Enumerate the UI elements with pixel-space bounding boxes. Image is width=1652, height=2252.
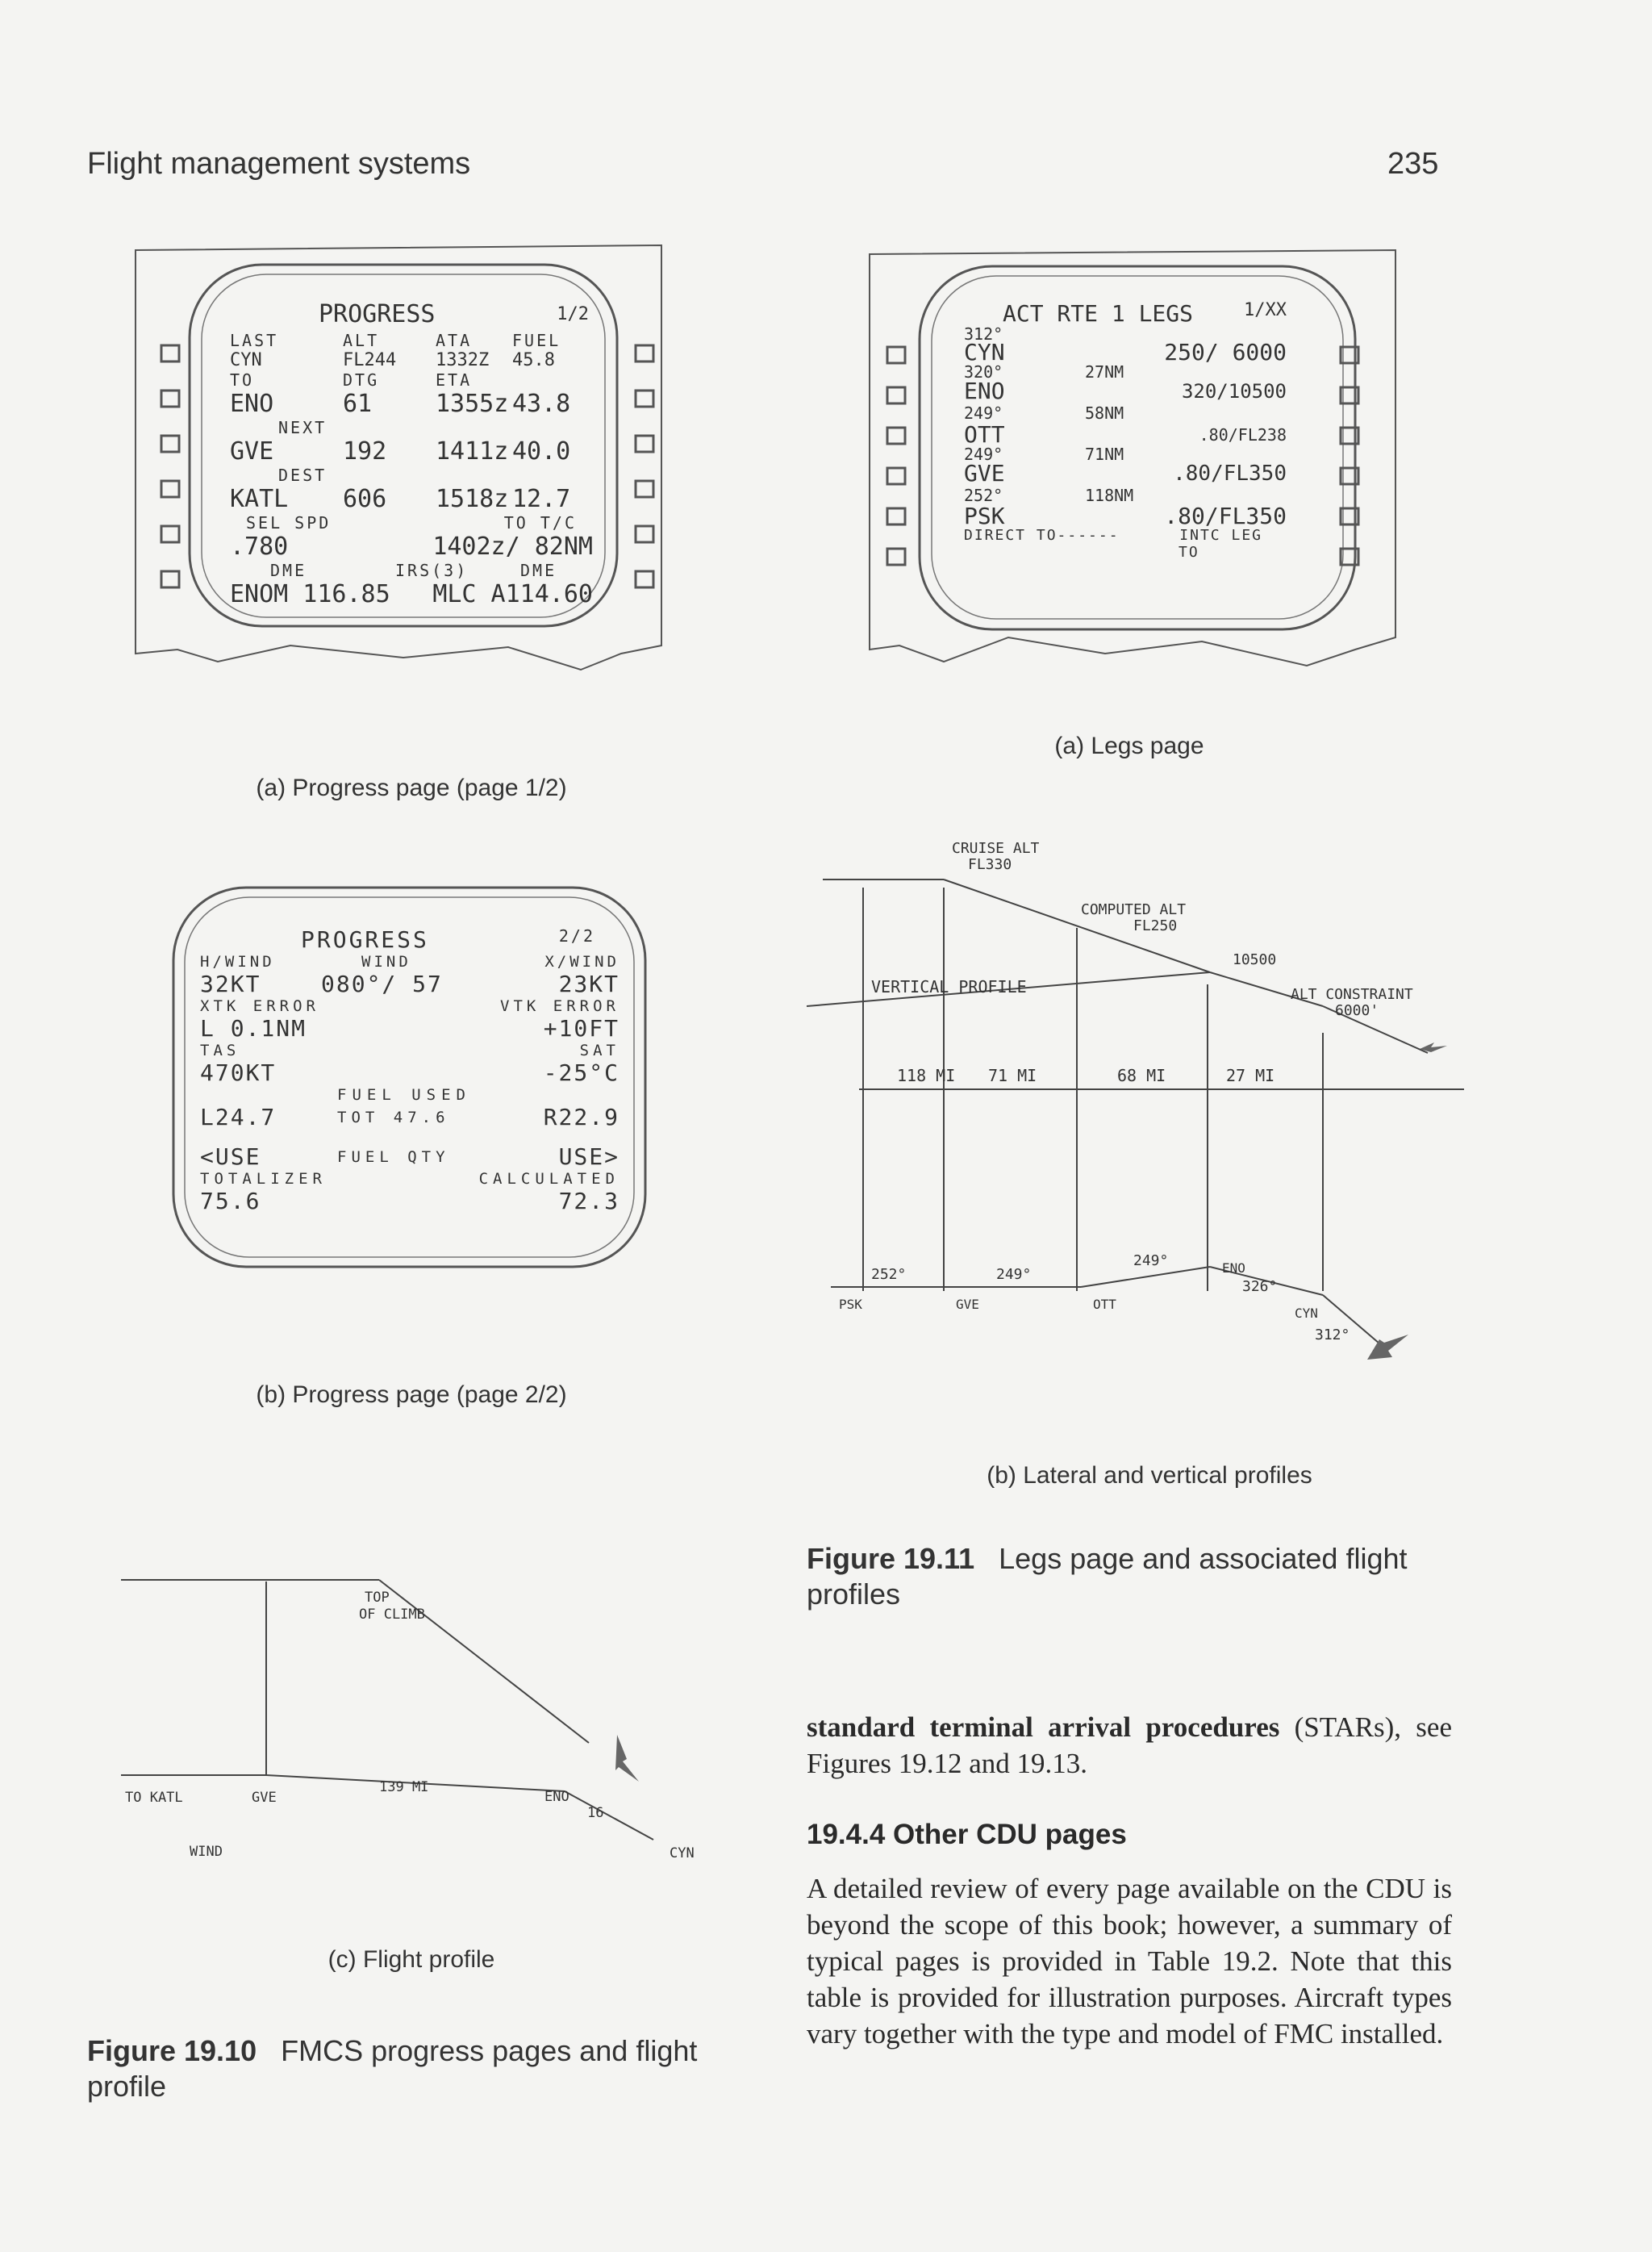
intc-leg: INTC LEG bbox=[1179, 527, 1262, 544]
progress2-page: 2/2 bbox=[558, 926, 595, 946]
page-number: 235 bbox=[1387, 147, 1439, 181]
caption-a-legs: (a) Legs page bbox=[1054, 733, 1204, 759]
row-value: ENO 61 1355z 43.8 bbox=[230, 390, 571, 418]
cruise-alt-label: CRUISE ALT bbox=[952, 840, 1040, 857]
cdu-pages-paragraph: A detailed review of every page available on the CDU is beyond the scope of this book; however, a summary of typical pages is provided in Table 19.2. Note that this table is provided for illustration purposes. Aircraft types vary together with the type and model of FMC installed. bbox=[807, 1873, 1452, 2049]
to-katl-label: TO KATL bbox=[125, 1790, 183, 1806]
leg-constraint: .80/FL350 bbox=[1164, 503, 1287, 529]
caption-b-progress: (b) Progress page (page 2/2) bbox=[256, 1381, 567, 1408]
distance-3: 68 MI bbox=[1117, 1066, 1166, 1085]
heading-4: 326° bbox=[1242, 1278, 1278, 1295]
distance-139-label: 139 MI bbox=[379, 1779, 429, 1795]
leg-constraint: 320/10500 bbox=[1181, 380, 1287, 403]
sel-spd-label: SEL SPD bbox=[246, 513, 332, 533]
cruise-fl-label: FL330 bbox=[968, 856, 1012, 873]
computed-fl-label: FL250 bbox=[1133, 917, 1178, 934]
computed-alt-label: COMPUTED ALT bbox=[1081, 901, 1187, 918]
progress1-page: 1/2 bbox=[557, 304, 589, 324]
heading-5: 312° bbox=[1315, 1327, 1350, 1343]
intc-leg-to: TO bbox=[1179, 544, 1199, 561]
leg-course: 312° bbox=[964, 324, 1003, 344]
heading-3: 249° bbox=[1133, 1252, 1169, 1269]
leg-constraint: .80/FL238 bbox=[1199, 425, 1287, 445]
progress2-content: PROGRESS 2/2 H/WIND WIND X/WIND 32KT 080°/ 57 23KT XTK ERROR VTK ERROR L 0.1NM +10FT TAS SAT 470KT -25°C FUEL USED L24.7 TOT 47.6 R22.9 <USE FUEL QTY USE> TOTALIZER CALCULATED 75.6 72.3 bbox=[200, 926, 620, 1214]
heading-1: 252° bbox=[871, 1266, 907, 1283]
running-header: Flight management systems bbox=[87, 147, 471, 181]
gve-label: GVE bbox=[252, 1790, 277, 1806]
cyn-label: CYN bbox=[670, 1845, 695, 1861]
alt-6000: 6000' bbox=[1335, 1002, 1379, 1019]
waypoint-gve: GVE bbox=[956, 1297, 979, 1312]
progress2-title: PROGRESS bbox=[301, 926, 429, 953]
leg-constraint: 250/ 6000 bbox=[1164, 339, 1287, 366]
caption-b-profiles: (b) Lateral and vertical profiles bbox=[987, 1462, 1312, 1489]
row-value: GVE 192 1411z 40.0 bbox=[230, 437, 571, 466]
distance-4: 27 MI bbox=[1226, 1066, 1275, 1085]
row-value: KATL 606 1518z 12.7 bbox=[230, 485, 571, 513]
sel-spd-value: .780 bbox=[230, 533, 289, 561]
leg-constraint: .80/FL350 bbox=[1173, 462, 1287, 486]
distance-2: 71 MI bbox=[988, 1066, 1037, 1085]
figure-19-11-caption bbox=[807, 1541, 1452, 1612]
figure-19-10-text: FMCS progress pages and flight profile bbox=[87, 2034, 698, 2103]
figure-19-11-label: Figure 19.11 bbox=[807, 1542, 975, 1575]
heading-2: 249° bbox=[996, 1266, 1032, 1283]
top-of-climb-label-1: TOP bbox=[365, 1590, 390, 1606]
to-tc-label: TO T/C bbox=[503, 513, 577, 533]
to-tc-value: 1402z/ 82NM bbox=[432, 533, 593, 561]
row-label: LAST ALT ATA FUEL bbox=[230, 331, 561, 350]
alt-10500: 10500 bbox=[1233, 951, 1277, 968]
caption-c-profile: (c) Flight profile bbox=[327, 1946, 495, 1973]
sixteen-label: 16 bbox=[587, 1805, 604, 1821]
leg-waypoint: ENO bbox=[964, 378, 1005, 404]
row-value: CYN FL244 1332Z 45.8 bbox=[230, 350, 555, 370]
leg-waypoint: OTT bbox=[964, 421, 1005, 448]
line-select-keys-left bbox=[887, 347, 905, 565]
star-rest: (STARs), see Figures 19.12 and 19.13. bbox=[807, 1711, 1452, 1779]
aircraft-icon bbox=[615, 1735, 639, 1782]
progress1-title: PROGRESS bbox=[319, 300, 436, 328]
star-paragraph bbox=[807, 1709, 1452, 1782]
row-label: DEST bbox=[278, 466, 327, 485]
figure-19-10-label: Figure 19.10 bbox=[87, 2034, 257, 2067]
section-heading: 19.4.4 Other CDU pages bbox=[807, 1819, 1127, 1850]
waypoint-cyn: CYN bbox=[1295, 1306, 1318, 1321]
direct-to: DIRECT TO------ bbox=[964, 527, 1120, 544]
legs-page: 1/XX bbox=[1244, 300, 1287, 320]
line-select-keys-left bbox=[161, 345, 179, 587]
leg-waypoint: GVE bbox=[964, 460, 1005, 487]
waypoint-psk: PSK bbox=[839, 1297, 862, 1312]
row-label: TO DTG ETA bbox=[230, 370, 473, 390]
flight-profile-diagram bbox=[113, 1557, 726, 1880]
top-of-climb-label-2: OF CLIMB bbox=[359, 1606, 425, 1623]
star-bold-term: standard terminal arrival procedures bbox=[807, 1711, 1280, 1743]
waypoint-ott: OTT bbox=[1093, 1297, 1116, 1312]
leg-waypoint: PSK bbox=[964, 503, 1005, 529]
figure-19-11-text: Legs page and associated flight profiles bbox=[807, 1542, 1408, 1611]
leg-waypoint: CYN bbox=[964, 339, 1005, 366]
dme-left: ENOM 116.85 bbox=[230, 580, 390, 608]
eno-label: ENO bbox=[544, 1789, 569, 1805]
legs-content: ACT RTE 1 LEGS 1/XX 312° CYN 250/ 6000 320° 27NM ENO 320/10500 249° 58NM OTT .80/FL238 249° 71NM GVE .80/FL350 252° 118NM PSK .80/FL350 DIRECT TO------ INTC LEG TO bbox=[964, 300, 1287, 561]
progress1-rows: LAST ALT ATA FUEL CYN FL244 1332Z 45.8 TO DTG ETA ENO 61 1355z 43.8 NEXT GVE 192 1411z 40.0 DEST KATL 606 1518z 12.7 SEL SPD TO T/C .780 1402z/ 82NM DME IRS(3) DME ENOM 116.85 MLC A114.60 bbox=[230, 331, 601, 608]
alt-constraint-label: ALT CONSTRAINT bbox=[1291, 986, 1413, 1003]
vertical-profile-label: VERTICAL PROFILE bbox=[871, 977, 1027, 996]
waypoint-eno: ENO bbox=[1222, 1260, 1245, 1276]
lateral-vertical-profile-diagram bbox=[807, 839, 1468, 1372]
wind-label: WIND bbox=[190, 1844, 223, 1860]
figure-19-10-caption bbox=[87, 2033, 740, 2104]
distance-1: 118 MI bbox=[897, 1066, 956, 1085]
dme-right: MLC A114.60 bbox=[432, 580, 593, 608]
row-label: NEXT bbox=[278, 418, 327, 437]
line-select-keys-right bbox=[636, 345, 653, 587]
caption-a-progress: (a) Progress page (page 1/2) bbox=[256, 775, 567, 801]
legs-title: ACT RTE 1 LEGS bbox=[1003, 300, 1194, 327]
